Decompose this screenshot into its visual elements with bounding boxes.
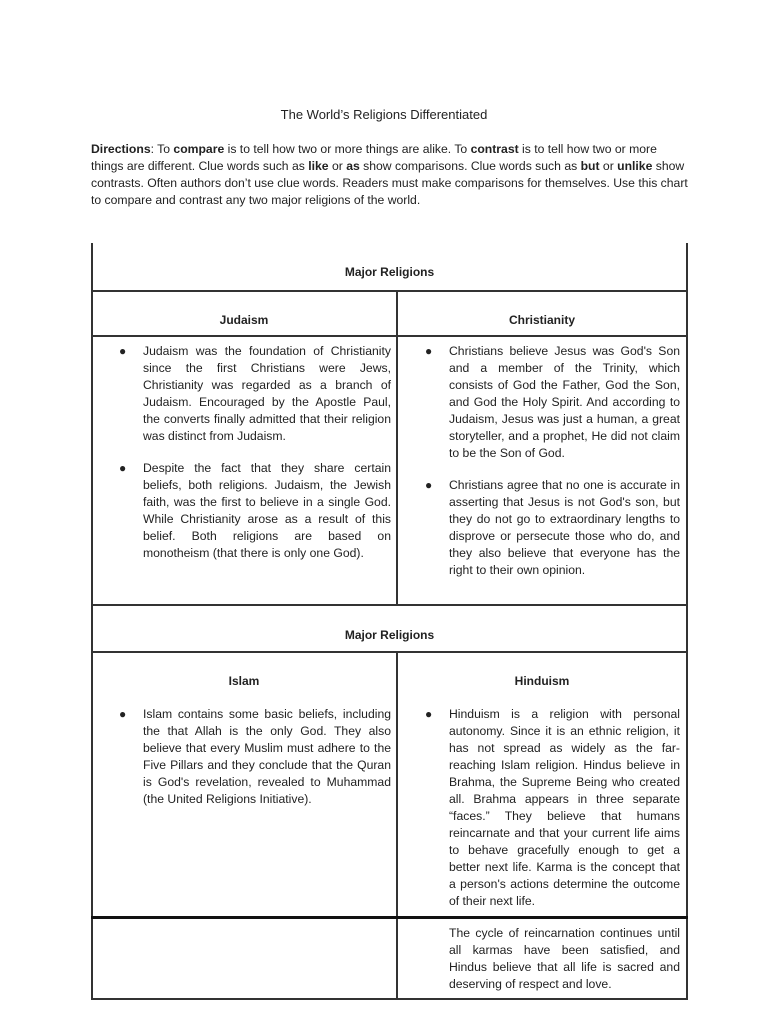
column-title-judaism: Judaism: [219, 313, 269, 327]
bullet-icon: ●: [119, 461, 127, 475]
bullet-icon: ●: [425, 707, 433, 721]
table-rule: [91, 998, 688, 1000]
list-item-text: Judaism was the foundation of Christianity since the first Christians were Jews, Christianity was regarded as a branch of Judaism. Encouraged by the Apostle Paul, the converts finally admitted that their religion was distinct from Judaism.: [143, 344, 391, 443]
keyword-like: like: [308, 159, 329, 173]
bullet-icon: ●: [119, 707, 127, 721]
section-header-major-religions: Major Religions: [344, 265, 435, 279]
list-item: [425, 477, 680, 579]
directions-text: or: [599, 159, 618, 173]
keyword-as: as: [346, 159, 360, 173]
section-header-major-religions: Major Religions: [344, 628, 435, 642]
islam-cell: [119, 706, 391, 808]
list-item-text: Christians agree that no one is accurate in asserting that Jesus is not God's son, but they do not go to extraordinary lengths to disprove or persecute those who do, and they also believe that everyone has the right to their own opinion.: [449, 478, 680, 577]
directions-text: is to tell how two or more things are alike. To: [224, 142, 471, 156]
column-title-islam: Islam: [228, 674, 260, 688]
column-title-christianity: Christianity: [508, 313, 575, 327]
directions-paragraph: [91, 141, 691, 209]
table-rule: [91, 290, 688, 292]
directions-text: or: [328, 159, 347, 173]
table-rule-thick: [91, 916, 688, 919]
table-border-right: [686, 243, 688, 999]
list-item: [425, 343, 680, 462]
bullet-icon: ●: [119, 344, 127, 358]
list-item-text: Hinduism is a religion with personal autonomy. Since it is an ethnic religion, it has not spread as widely as the far-reaching Islam religion. Hindus believe in Brahma, the Supreme Being who created all. Brahma appears in three separate “faces.” They believe that humans reincarnate and that your current life aims to behave gracefully enough to get a better next life. Karma is the concept that a person's actions determine the outcome of their next life.: [449, 707, 680, 908]
list-item: [119, 460, 391, 562]
keyword-but: but: [580, 159, 600, 173]
document-title: The World’s Religions Differentiated: [280, 107, 488, 122]
directions-label: Directions: [91, 142, 151, 156]
list-item-text: Islam contains some basic beliefs, including the that Allah is the only God. They also believe that every Muslim must adhere to the Five Pillars and they conclude that the Quran is God's revelation, revealed to Muhammad (the United Religions Initiative).: [143, 707, 391, 806]
table-divider-2: [396, 651, 398, 999]
table-divider-1: [396, 290, 398, 605]
list-item: [119, 706, 391, 808]
directions-text: show comparisons. Clue words such as: [359, 159, 581, 173]
table-rule: [91, 335, 688, 337]
keyword-contrast: contrast: [470, 142, 519, 156]
keyword-compare: compare: [173, 142, 225, 156]
table-rule: [91, 604, 688, 606]
column-title-hinduism: Hinduism: [514, 674, 570, 688]
table-rule: [91, 651, 688, 653]
list-item: [119, 343, 391, 445]
list-item-text: Despite the fact that they share certain beliefs, both religions. Judaism, the Jewish faith, was the first to believe in a single God. While Christianity arose as a result of this belief. Both religions are based on monotheism (that there is only one God).: [143, 461, 391, 560]
hinduism-cell: [425, 706, 680, 910]
directions-text: show contrasts. Often authors don’t use clue words. Readers must make comparisons for themselves. Use this chart to compare and contrast any two major religions of the world.: [91, 159, 688, 207]
table-border-left: [91, 243, 93, 999]
christianity-cell: [425, 343, 680, 579]
directions-text: : To: [150, 142, 174, 156]
hinduism-continuation: The cycle of reincarnation continues until all karmas have been satisfied, and Hindus believe that all life is sacred and deserving of respect and love.: [449, 926, 680, 991]
list-item: [425, 706, 680, 910]
bullet-icon: ●: [425, 478, 433, 492]
bullet-icon: ●: [425, 344, 433, 358]
list-item-text: Christians believe Jesus was God's Son and a member of the Trinity, which consists of God the Father, God the Son, and God the Holy Spirit. And according to Judaism, Jesus was just a human, a great storyteller, and a prophet, He did not claim to be the Son of God.: [449, 344, 680, 460]
directions-text: is to tell how two or more things are different. Clue words such as: [91, 142, 657, 173]
keyword-unlike: unlike: [617, 159, 653, 173]
judaism-cell: [119, 343, 391, 562]
